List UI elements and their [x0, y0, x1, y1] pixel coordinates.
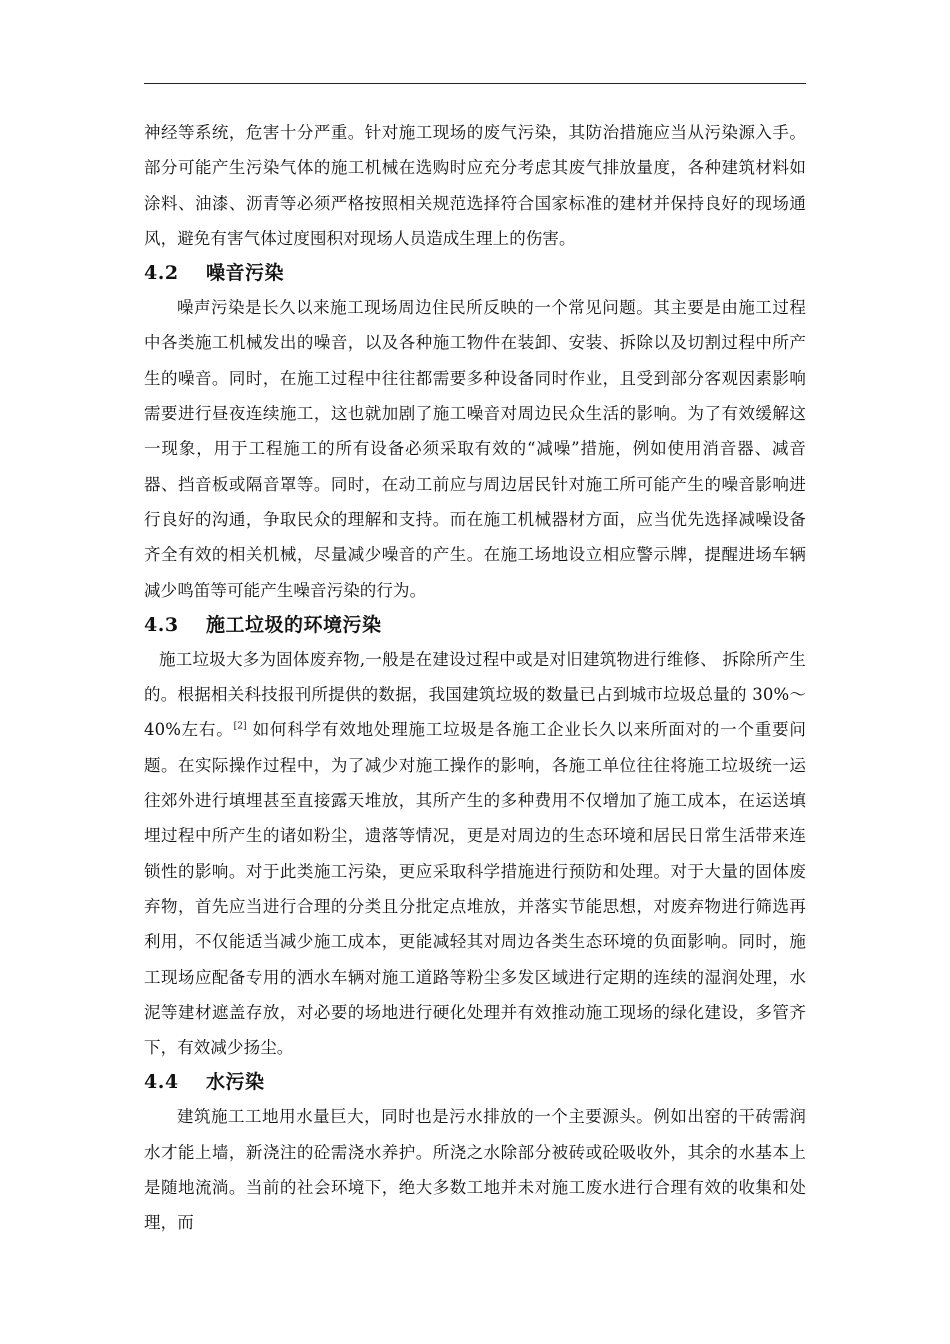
header-rule	[144, 83, 806, 84]
paragraph-noise-pollution: 噪声污染是长久以来施工现场周边住民所反映的一个常见问题。其主要是由施工过程中各类施工机械发出的噪音，以及各种施工物件在装卸、安装、拆除以及切割过程中所产生的噪音。同时，在施工过程中往往都需要多种设备同时作业，且受到部分客观因素影响需要进行昼夜连续施工，这也就加剧了施工噪音对周边民众生活的影响。为了有效缓解这一现象，用于工程施工的所有设备必须采取有效的“减噪”措施，例如使用消音器、减音器、挡音板或隔音罩等。同时，在动工前应与周边居民针对施工所可能产生的噪音影响进行良好的沟通，争取民众的理解和支持。而在施工机械器材方面，应当优先选择减噪设备齐全有效的相关机械，尽量减少噪音的产生。在施工场地设立相应警示牌，提醒进场车辆减少鸣笛等可能产生噪音污染的行为。	[144, 298, 806, 600]
section-number: 4.2	[144, 262, 179, 285]
paragraph-text-before-citation: 施工垃圾大多为固体废弃物,一般是在建设过程中或是对旧建筑物进行维修、 拆除所产生的。根据相关科技报刊所提供的数据，我国建筑垃圾的数量已占到城市垃圾总量的 30%～40%左右。	[144, 649, 806, 740]
paragraph-text-after-citation: 如何科学有效地处理施工垃圾是各施工企业长久以来所面对的一个重要问题。在实际操作过程中，为了减少对施工操作的影响，各施工单位往往将施工垃圾统一运往郊外进行填埋甚至直接露天堆放，其所产生的多种费用不仅增加了施工成本，在运送填埋过程中所产生的诸如粉尘，遗落等情况，更是对周边的生态环境和居民日常生活带来连锁性的影响。对于此类施工污染，更应采取科学措施进行预防和处理。对于大量的固体废弃物，首先应当进行合理的分类且分批定点堆放，并落实节能思想，对废弃物进行筛选再利用，不仅能适当减少施工成本，更能减轻其对周边各类生态环境的负面影响。同时，施工现场应配备专用的洒水车辆对施工道路等粉尘多发区域进行定期的连续的湿润处理，水泥等建材遮盖存放，对必要的场地进行硬化处理并有效推动施工现场的绿化建设，多管齐下，有效减少扬尘。	[144, 720, 806, 1058]
paragraph-construction-waste	[144, 642, 806, 1066]
citation-marker: [2]	[233, 721, 247, 732]
section-number: 4.3	[144, 613, 179, 636]
section-number: 4.4	[144, 1071, 179, 1094]
paragraph-exhaust-pollution: 神经等系统，危害十分严重。针对施工现场的废气污染，其防治措施应当从污染源入手。部分可能产生污染气体的施工机械在选购时应充分考虑其废气排放量度，各种建筑材料如涂料、油漆、沥青等必须严格按照相关规范选择符合国家标准的建材并保持良好的现场通风，避免有害气体过度囤积对现场人员造成生理上的伤害。	[144, 123, 806, 248]
paragraph-water-pollution: 建筑施工工地用水量巨大，同时也是污水排放的一个主要源头。例如出窑的干砖需润水才能上墙，新浇注的砼需浇水养护。所浇之水除部分被砖或砼吸收外，其余的水基本上是随地流淌。当前的社会环境下，绝大多数工地并未对施工废水进行合理有效的收集和处理，而	[144, 1107, 806, 1233]
section-heading-4-2	[144, 256, 806, 290]
document-body	[144, 115, 806, 1241]
section-title: 噪音污染	[206, 262, 285, 285]
section-title: 施工垃圾的环境污染	[206, 613, 382, 636]
section-heading-4-4	[144, 1065, 806, 1099]
section-heading-4-3	[144, 608, 806, 642]
section-title: 水污染	[206, 1071, 265, 1094]
